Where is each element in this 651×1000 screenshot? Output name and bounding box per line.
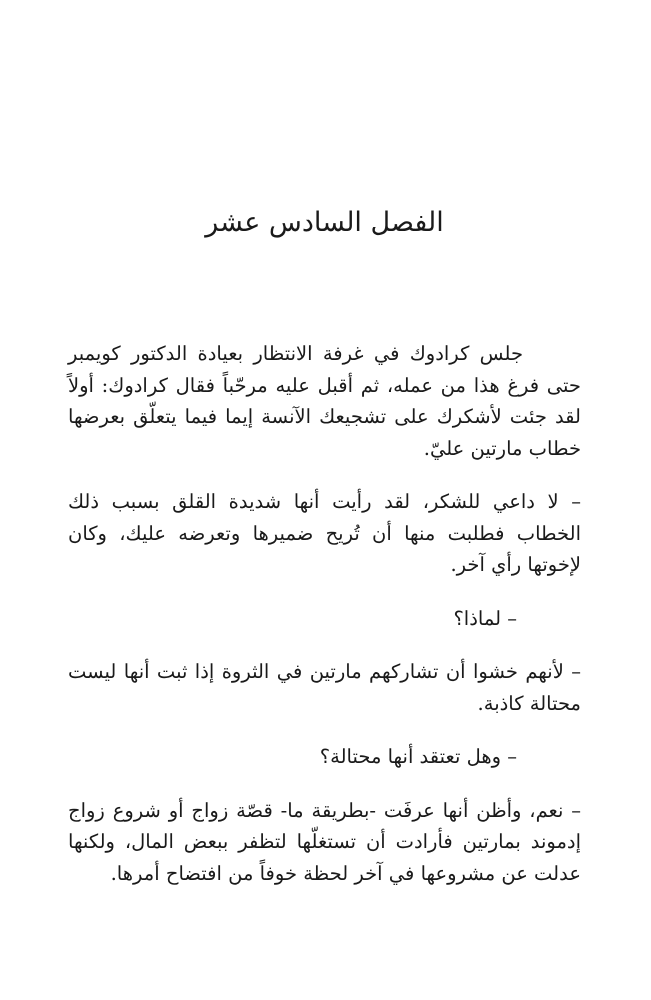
chapter-body <box>68 338 581 911</box>
paragraph-dialog-fear-share: – لأنهم خشوا أن تشاركهم مارتين في الثروة إذا ثبت أنها ليست محتالة كاذبة. <box>68 660 581 715</box>
book-page <box>68 0 581 1000</box>
paragraph-dialog-why: – لماذا؟ <box>453 606 517 630</box>
chapter-title: الفصل السادس عشر <box>205 207 444 238</box>
paragraph-dialog-question-fraud: – وهل تعتقد أنها محتالة؟ <box>319 745 517 768</box>
paragraph-dialog-no-need-thanks: – لا داعي للشكر، لقد رأيت أنها شديدة القلق بسبب ذلك الخطاب فطلبت منها أن تُريح ضميرها وتعرضه عليك، وكان لإخوتها رأي آخر. <box>68 490 581 576</box>
paragraph-dialog-yes-fraud: – نعم، وأظن أنها عرفَت -بطريقة ما- قصّة زواج أو شروع زواج إدموند بمارتين فأرادت أن تستغلّها لتظفر ببعض المال، ولكنها عدلت عن مشروعها في آخر لحظة خوفاً من افتضاح أمرها. <box>68 798 581 885</box>
paragraph-narration: جلس كرادوك في غرفة الانتظار بعيادة الدكتور كويمبر حتى فرغ هذا من عمله، ثم أقبل عليه مرحّباً فقال كرادوك: أولاً لقد جئت لأشكرك على تشجيعك الآنسة إيما فيما يتعلّق بعرضها خطاب مارتين عليّ. <box>68 342 581 460</box>
